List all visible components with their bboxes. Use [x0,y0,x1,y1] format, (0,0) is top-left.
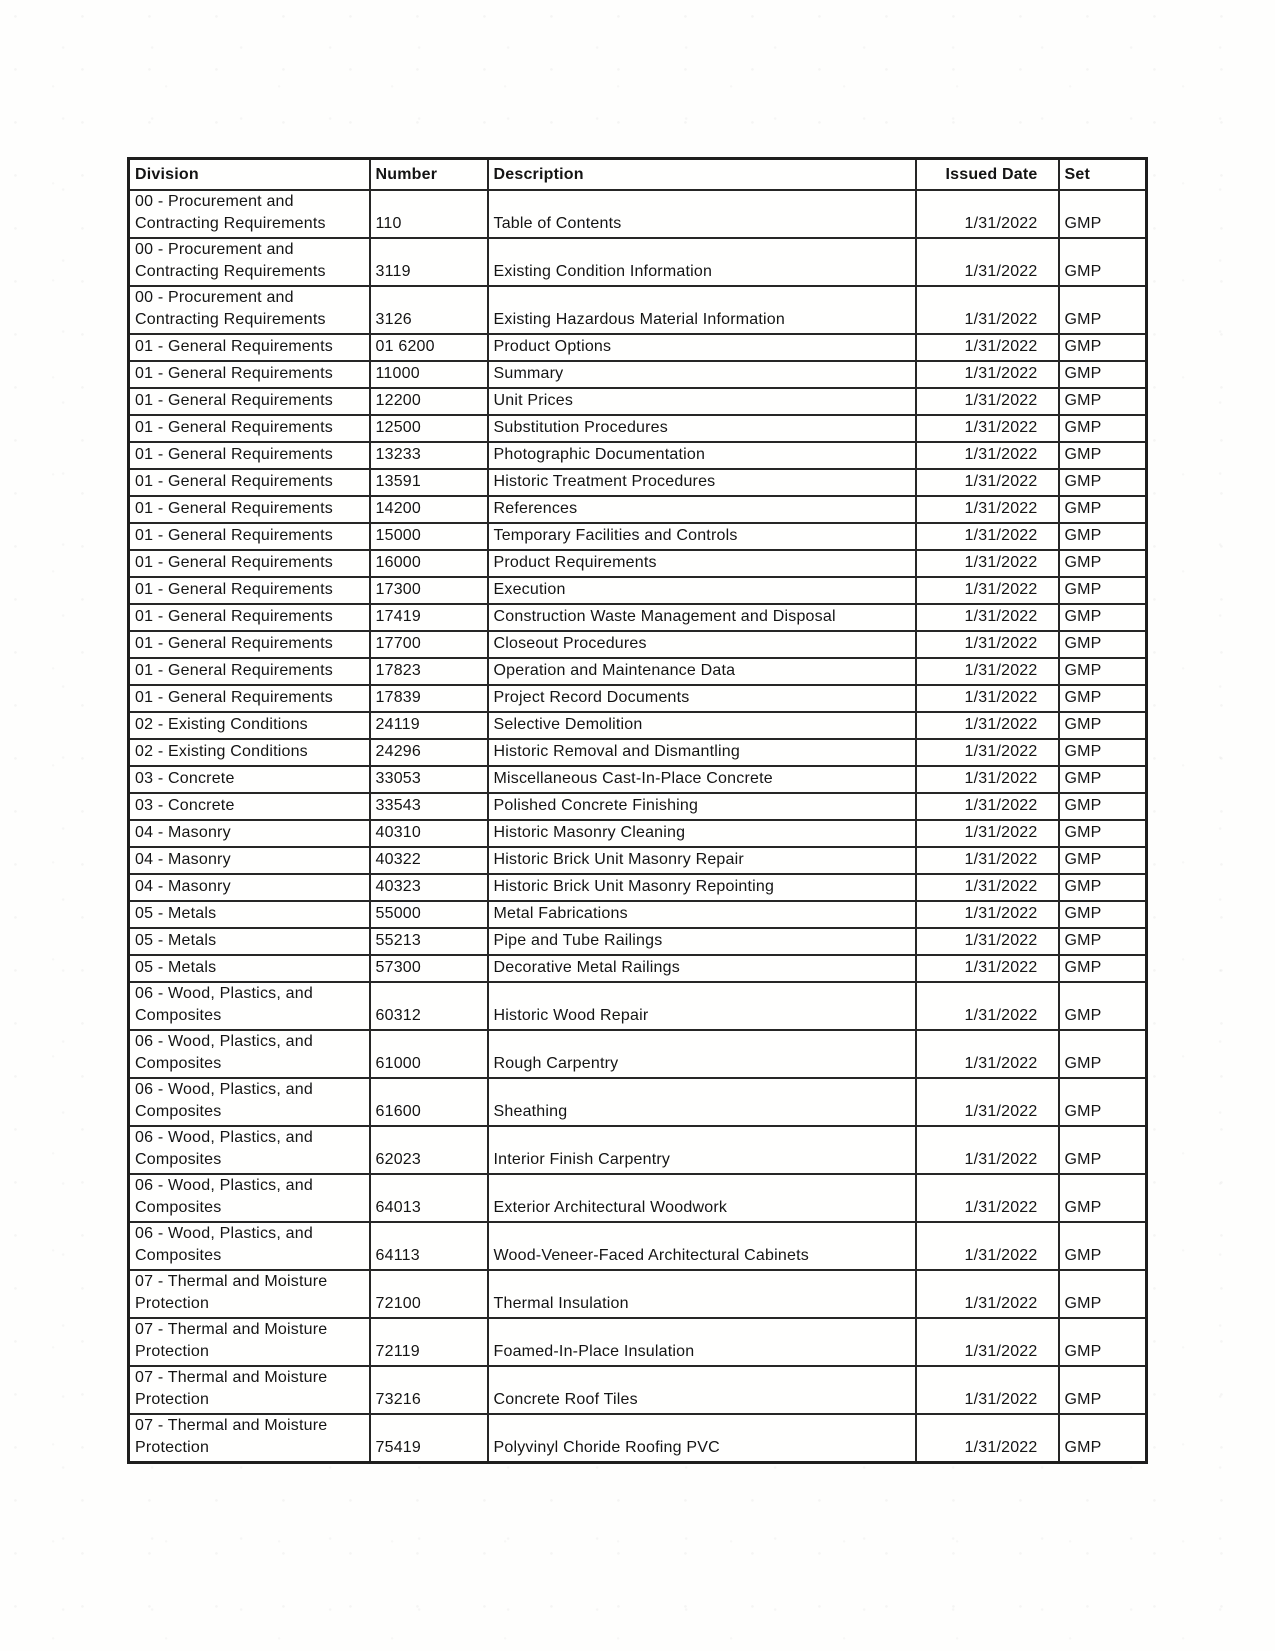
cell-description: Interior Finish Carpentry [488,1126,916,1174]
cell-set: GMP [1059,190,1147,238]
cell-set: GMP [1059,286,1147,334]
cell-division: 02 - Existing Conditions [129,712,370,739]
cell-division: 04 - Masonry [129,820,370,847]
cell-issued-date: 1/31/2022 [916,685,1059,712]
cell-description: Foamed-In-Place Insulation [488,1318,916,1366]
cell-description: Historic Masonry Cleaning [488,820,916,847]
cell-division: 07 - Thermal and Moisture Protection [129,1414,370,1463]
table-row [129,1174,1147,1222]
table-row [129,334,1147,361]
table-row [129,1126,1147,1174]
cell-division: 01 - General Requirements [129,604,370,631]
cell-number: 72119 [370,1318,488,1366]
cell-number: 14200 [370,496,488,523]
cell-division: 06 - Wood, Plastics, and Composites [129,1126,370,1174]
cell-issued-date: 1/31/2022 [916,1030,1059,1078]
cell-number: 11000 [370,361,488,388]
cell-description: Historic Brick Unit Masonry Repair [488,847,916,874]
cell-number: 75419 [370,1414,488,1463]
cell-description: Thermal Insulation [488,1270,916,1318]
cell-issued-date: 1/31/2022 [916,1414,1059,1463]
column-header-number: Number [370,159,488,191]
table-row [129,388,1147,415]
cell-number: 61000 [370,1030,488,1078]
cell-description: Pipe and Tube Railings [488,928,916,955]
cell-set: GMP [1059,1318,1147,1366]
cell-description: Decorative Metal Railings [488,955,916,982]
cell-issued-date: 1/31/2022 [916,361,1059,388]
cell-description: Rough Carpentry [488,1030,916,1078]
cell-description: Summary [488,361,916,388]
table-row [129,793,1147,820]
table-row [129,712,1147,739]
table-body [129,190,1147,1463]
cell-division: 01 - General Requirements [129,523,370,550]
cell-description: Polyvinyl Choride Roofing PVC [488,1414,916,1463]
cell-division: 04 - Masonry [129,874,370,901]
cell-division: 01 - General Requirements [129,577,370,604]
table-row [129,361,1147,388]
cell-division: 06 - Wood, Plastics, and Composites [129,1030,370,1078]
cell-issued-date: 1/31/2022 [916,766,1059,793]
table-row [129,577,1147,604]
cell-set: GMP [1059,793,1147,820]
table-row [129,469,1147,496]
cell-number: 12500 [370,415,488,442]
cell-division: 01 - General Requirements [129,334,370,361]
cell-issued-date: 1/31/2022 [916,658,1059,685]
cell-issued-date: 1/31/2022 [916,1318,1059,1366]
cell-description: Operation and Maintenance Data [488,658,916,685]
cell-number: 40323 [370,874,488,901]
cell-number: 16000 [370,550,488,577]
cell-set: GMP [1059,415,1147,442]
cell-issued-date: 1/31/2022 [916,928,1059,955]
cell-division: 02 - Existing Conditions [129,739,370,766]
table-row [129,739,1147,766]
cell-issued-date: 1/31/2022 [916,820,1059,847]
cell-set: GMP [1059,955,1147,982]
cell-issued-date: 1/31/2022 [916,712,1059,739]
header-row [129,159,1147,191]
table-row [129,631,1147,658]
cell-issued-date: 1/31/2022 [916,1174,1059,1222]
cell-division: 01 - General Requirements [129,550,370,577]
cell-number: 72100 [370,1270,488,1318]
cell-issued-date: 1/31/2022 [916,982,1059,1030]
cell-set: GMP [1059,1270,1147,1318]
table-row [129,685,1147,712]
cell-issued-date: 1/31/2022 [916,874,1059,901]
cell-number: 01 6200 [370,334,488,361]
cell-number: 55000 [370,901,488,928]
cell-division: 04 - Masonry [129,847,370,874]
cell-number: 15000 [370,523,488,550]
cell-set: GMP [1059,982,1147,1030]
cell-division: 01 - General Requirements [129,388,370,415]
table-row [129,190,1147,238]
cell-division: 06 - Wood, Plastics, and Composites [129,1222,370,1270]
table-row [129,550,1147,577]
cell-division: 05 - Metals [129,901,370,928]
cell-number: 62023 [370,1126,488,1174]
cell-division: 01 - General Requirements [129,415,370,442]
table-row [129,901,1147,928]
cell-issued-date: 1/31/2022 [916,739,1059,766]
cell-description: Concrete Roof Tiles [488,1366,916,1414]
cell-number: 24119 [370,712,488,739]
column-header-division: Division [129,159,370,191]
cell-issued-date: 1/31/2022 [916,190,1059,238]
cell-division: 01 - General Requirements [129,631,370,658]
cell-set: GMP [1059,1366,1147,1414]
table-row [129,523,1147,550]
cell-description: Historic Brick Unit Masonry Repointing [488,874,916,901]
cell-issued-date: 1/31/2022 [916,334,1059,361]
table-row [129,415,1147,442]
cell-number: 55213 [370,928,488,955]
cell-division: 03 - Concrete [129,766,370,793]
cell-description: Execution [488,577,916,604]
cell-issued-date: 1/31/2022 [916,955,1059,982]
cell-set: GMP [1059,1414,1147,1463]
cell-set: GMP [1059,685,1147,712]
cell-issued-date: 1/31/2022 [916,604,1059,631]
cell-set: GMP [1059,523,1147,550]
cell-division: 06 - Wood, Plastics, and Composites [129,982,370,1030]
cell-issued-date: 1/31/2022 [916,469,1059,496]
cell-issued-date: 1/31/2022 [916,1270,1059,1318]
cell-issued-date: 1/31/2022 [916,1126,1059,1174]
table-row [129,982,1147,1030]
cell-description: Metal Fabrications [488,901,916,928]
cell-set: GMP [1059,739,1147,766]
cell-description: Substitution Procedures [488,415,916,442]
cell-set: GMP [1059,874,1147,901]
column-header-set: Set [1059,159,1147,191]
cell-description: Product Options [488,334,916,361]
cell-division: 00 - Procurement and Contracting Requirements [129,286,370,334]
cell-division: 07 - Thermal and Moisture Protection [129,1318,370,1366]
table-row [129,1222,1147,1270]
table-row [129,874,1147,901]
table-row [129,1270,1147,1318]
cell-division: 06 - Wood, Plastics, and Composites [129,1174,370,1222]
spec-register-table [127,157,1148,1464]
cell-set: GMP [1059,550,1147,577]
cell-issued-date: 1/31/2022 [916,793,1059,820]
cell-number: 17839 [370,685,488,712]
cell-description: Polished Concrete Finishing [488,793,916,820]
cell-number: 24296 [370,739,488,766]
cell-set: GMP [1059,496,1147,523]
cell-number: 17700 [370,631,488,658]
cell-number: 17419 [370,604,488,631]
cell-division: 01 - General Requirements [129,442,370,469]
cell-division: 03 - Concrete [129,793,370,820]
cell-set: GMP [1059,1222,1147,1270]
cell-number: 64113 [370,1222,488,1270]
cell-description: Table of Contents [488,190,916,238]
cell-set: GMP [1059,238,1147,286]
cell-division: 00 - Procurement and Contracting Requirements [129,238,370,286]
cell-issued-date: 1/31/2022 [916,901,1059,928]
cell-set: GMP [1059,658,1147,685]
table-row [129,1318,1147,1366]
cell-number: 13591 [370,469,488,496]
cell-number: 13233 [370,442,488,469]
cell-division: 05 - Metals [129,928,370,955]
column-header-issued-date: Issued Date [916,159,1059,191]
cell-division: 01 - General Requirements [129,658,370,685]
cell-number: 40310 [370,820,488,847]
table-row [129,1366,1147,1414]
cell-description: Sheathing [488,1078,916,1126]
cell-description: Miscellaneous Cast-In-Place Concrete [488,766,916,793]
table-row [129,820,1147,847]
cell-number: 57300 [370,955,488,982]
cell-description: Existing Hazardous Material Information [488,286,916,334]
cell-description: Project Record Documents [488,685,916,712]
cell-set: GMP [1059,388,1147,415]
cell-number: 40322 [370,847,488,874]
cell-issued-date: 1/31/2022 [916,523,1059,550]
cell-issued-date: 1/31/2022 [916,847,1059,874]
cell-division: 01 - General Requirements [129,469,370,496]
table-row [129,658,1147,685]
cell-issued-date: 1/31/2022 [916,1078,1059,1126]
table-row [129,847,1147,874]
cell-description: Existing Condition Information [488,238,916,286]
cell-set: GMP [1059,442,1147,469]
cell-description: Product Requirements [488,550,916,577]
cell-description: References [488,496,916,523]
cell-number: 33543 [370,793,488,820]
cell-number: 3126 [370,286,488,334]
cell-set: GMP [1059,361,1147,388]
cell-division: 07 - Thermal and Moisture Protection [129,1366,370,1414]
cell-issued-date: 1/31/2022 [916,496,1059,523]
cell-set: GMP [1059,1174,1147,1222]
cell-description: Closeout Procedures [488,631,916,658]
table-row [129,928,1147,955]
table-row [129,442,1147,469]
cell-set: GMP [1059,334,1147,361]
cell-number: 12200 [370,388,488,415]
cell-set: GMP [1059,1030,1147,1078]
cell-description: Historic Removal and Dismantling [488,739,916,766]
table-row [129,1030,1147,1078]
cell-division: 05 - Metals [129,955,370,982]
cell-issued-date: 1/31/2022 [916,1366,1059,1414]
cell-description: Selective Demolition [488,712,916,739]
cell-set: GMP [1059,631,1147,658]
cell-set: GMP [1059,928,1147,955]
cell-number: 60312 [370,982,488,1030]
cell-number: 61600 [370,1078,488,1126]
table-row [129,238,1147,286]
cell-set: GMP [1059,712,1147,739]
cell-description: Exterior Architectural Woodwork [488,1174,916,1222]
cell-set: GMP [1059,1126,1147,1174]
cell-number: 3119 [370,238,488,286]
cell-division: 06 - Wood, Plastics, and Composites [129,1078,370,1126]
cell-number: 33053 [370,766,488,793]
cell-set: GMP [1059,901,1147,928]
table-row [129,604,1147,631]
cell-number: 110 [370,190,488,238]
cell-set: GMP [1059,577,1147,604]
cell-description: Photographic Documentation [488,442,916,469]
cell-number: 73216 [370,1366,488,1414]
cell-issued-date: 1/31/2022 [916,442,1059,469]
cell-description: Historic Wood Repair [488,982,916,1030]
cell-division: 01 - General Requirements [129,496,370,523]
table-row [129,1078,1147,1126]
cell-issued-date: 1/31/2022 [916,388,1059,415]
cell-issued-date: 1/31/2022 [916,631,1059,658]
cell-description: Temporary Facilities and Controls [488,523,916,550]
cell-description: Construction Waste Management and Disposal [488,604,916,631]
cell-description: Unit Prices [488,388,916,415]
cell-description: Historic Treatment Procedures [488,469,916,496]
cell-issued-date: 1/31/2022 [916,1222,1059,1270]
table-row [129,286,1147,334]
cell-issued-date: 1/31/2022 [916,550,1059,577]
cell-division: 00 - Procurement and Contracting Requirements [129,190,370,238]
cell-set: GMP [1059,469,1147,496]
table-row [129,766,1147,793]
cell-issued-date: 1/31/2022 [916,286,1059,334]
cell-issued-date: 1/31/2022 [916,415,1059,442]
cell-set: GMP [1059,604,1147,631]
column-header-description: Description [488,159,916,191]
cell-set: GMP [1059,766,1147,793]
cell-number: 17823 [370,658,488,685]
cell-set: GMP [1059,847,1147,874]
cell-division: 01 - General Requirements [129,685,370,712]
cell-issued-date: 1/31/2022 [916,238,1059,286]
cell-description: Wood-Veneer-Faced Architectural Cabinets [488,1222,916,1270]
cell-set: GMP [1059,820,1147,847]
cell-set: GMP [1059,1078,1147,1126]
cell-issued-date: 1/31/2022 [916,577,1059,604]
cell-division: 07 - Thermal and Moisture Protection [129,1270,370,1318]
cell-number: 64013 [370,1174,488,1222]
table-row [129,496,1147,523]
cell-division: 01 - General Requirements [129,361,370,388]
table-row [129,1414,1147,1463]
table-row [129,955,1147,982]
cell-number: 17300 [370,577,488,604]
